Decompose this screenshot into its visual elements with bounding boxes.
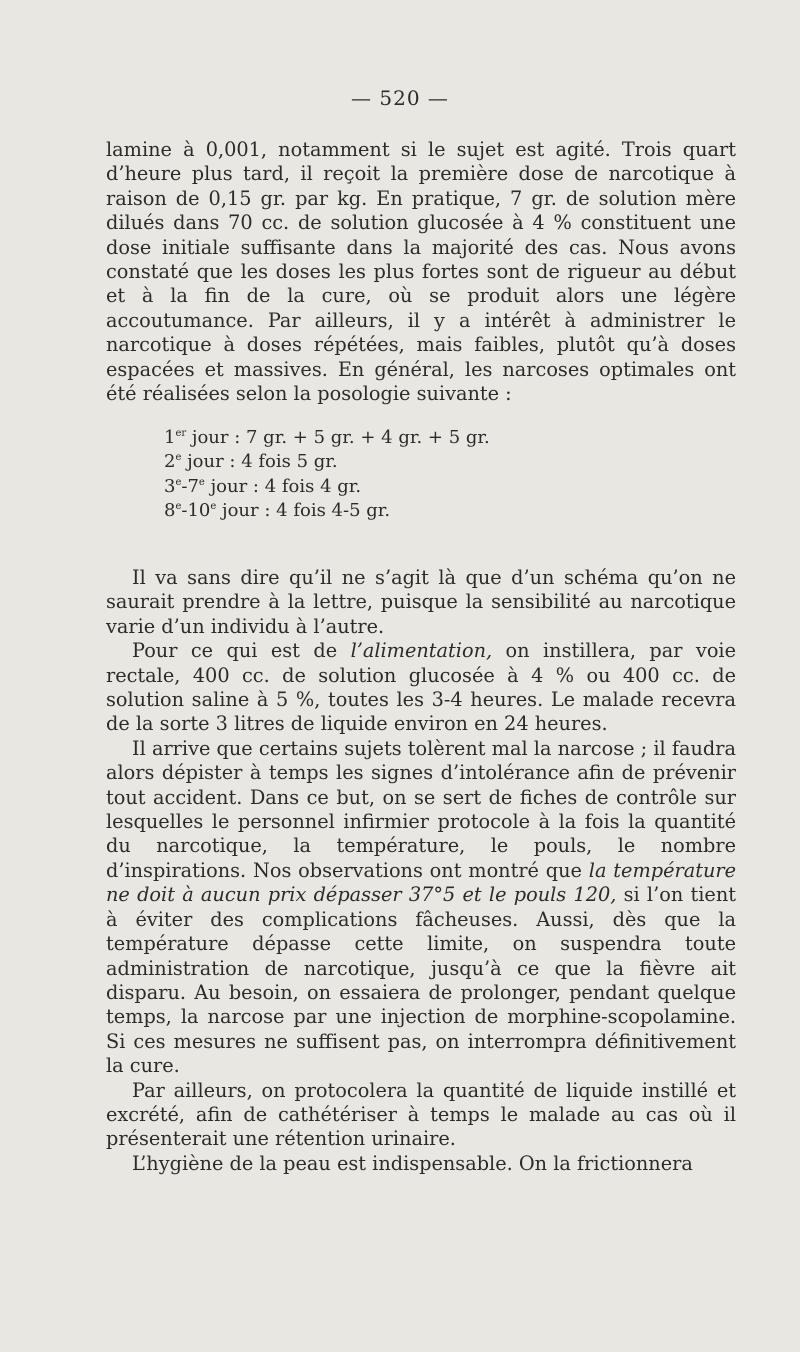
paragraph-3: Pour ce qui est de l’alimentation, on instillera, par voie rectale, 400 cc. de solution glucosée à 4 % ou 400 cc. de solution saline à 5 %, toutes les 3-4 heures. Le malade recevra de la sorte 3 litres de liquide environ en 24 heures.: [106, 639, 737, 736]
dosage-line-1: 1er jour : 7 gr. + 5 gr. + 4 gr. + 5 gr.: [164, 427, 490, 448]
italic-alimentation: l’alimentation,: [350, 639, 493, 663]
dosage-line-3: 3e-7e jour : 4 fois 4 gr.: [164, 475, 362, 497]
italic-temperature-rule: la température ne doit à aucun prix dépasser 37°5 et le pouls 120,: [106, 858, 736, 907]
paragraph-1: lamine à 0,001, notamment si le sujet est agité. Trois quart d’heure plus tard, il reçoit la première dose de narcotique à raison de 0,15 gr. par kg. En pratique, 7 gr. de solution mère dilués dans 70 cc. de solution glucosée à 4 % constituent une dose initiale suffisante dans la majorité des cas. Nous avons constaté que les doses les plus fortes sont de rigueur au début et à la fin de la cure, où se produit alors une légère accoutumance. Par ailleurs, il y a intérêt à administrer le narcotique à doses répétées, mais faibles, plutôt qu’à doses espacées et massives. En général, les narcoses optimales ont été réalisées selon la posologie suivante :: [106, 138, 736, 406]
dosage-line-4: 8e-10e jour : 4 fois 4-5 gr.: [164, 500, 391, 522]
paragraph-5: Par ailleurs, on protocolera la quantité de liquide instillé et excrété, afin de cathétériser à temps le malade au cas où il présenterait une rétention urinaire.: [106, 1078, 736, 1151]
dosage-line-2: 2e jour : 4 fois 5 gr.: [164, 451, 338, 473]
body-text-bottom: [106, 566, 736, 1176]
page-number: — 520 —: [351, 86, 449, 110]
paragraph-4: Il arrive que certains sujets tolèrent mal la narcose ; il faudra alors dépister à temps les signes d’intolérance afin de prévenir tout accident. Dans ce but, on se sert de fiches de contrôle sur lesquelles le personnel infirmier protocole à la fois la quantité du narcotique, la température, le pouls, le nombre d’inspirations. Nos observations ont montré que la température ne doit à aucun prix dépasser 37°5 et le pouls 120, si l’on tient à éviter des complications fâcheuses. Aussi, dès que la température dépasse cette limite, on suspendra toute administration de narcotique, jusqu’à ce que la fièvre ait disparu. Au besoin, on essaiera de prolonger, pendant quelque temps, la narcose par une injection de morphine-scopolamine. Si ces mesures ne suffisent pas, on interrompra définitivement la cure.: [106, 736, 736, 1078]
paragraph-6: L’hygiène de la peau est indispensable. On la frictionnera: [132, 1151, 693, 1175]
paragraph-2: Il va sans dire qu’il ne s’agit là que d’un schéma qu’on ne saurait prendre à la lettre, puisque la sensibilité au narcotique varie d’un individu à l’autre.: [106, 566, 736, 638]
body-text-top: [106, 138, 736, 406]
dosage-schedule: [164, 426, 490, 524]
